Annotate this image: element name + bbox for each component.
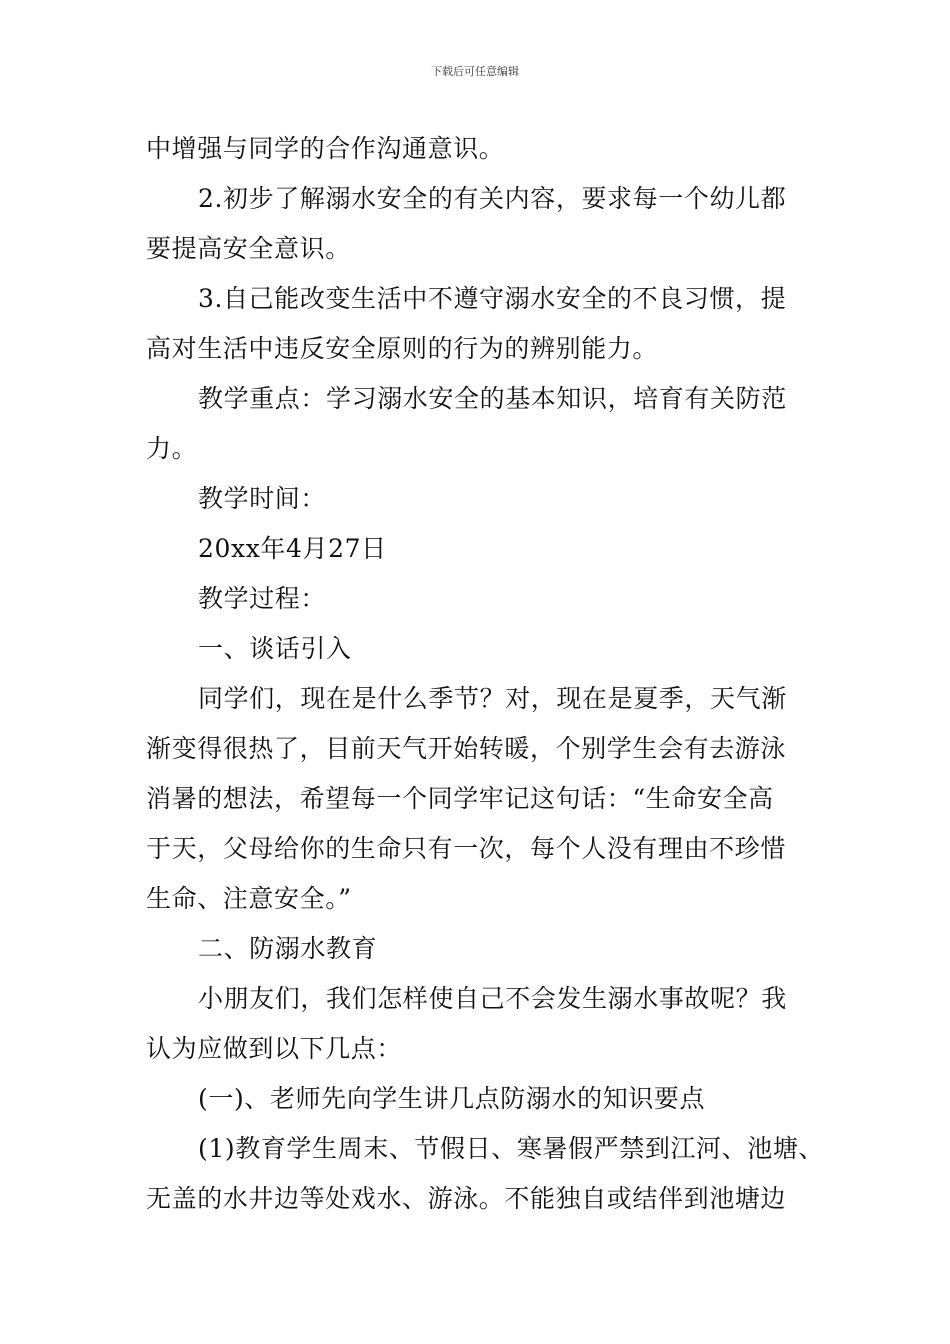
section-heading: 一、谈话引入 (198, 634, 352, 663)
text-line: 力。 (146, 434, 198, 463)
text-line: 无盖的水井边等处戏水、游泳。不能独自或结伴到池塘边 (146, 1184, 787, 1213)
page-header: 下载后可任意编辑 (431, 65, 519, 78)
text-line: (1)教育学生周末、节假日、寒暑假严禁到江河、池塘、 (198, 1134, 825, 1163)
text-line: 教学过程： (198, 584, 327, 613)
text-line: 生命、注意安全。” (146, 884, 352, 913)
text-line: 于天，父母给你的生命只有一次，每个人没有理由不珍惜 (146, 834, 787, 863)
text-line: 同学们，现在是什么季节？对，现在是夏季，天气渐 (198, 684, 787, 713)
text-line: 3.自己能改变生活中不遵守溺水安全的不良习惯，提 (198, 284, 787, 313)
text-line: 教学重点：学习溺水安全的基本知识，培育有关防范 (198, 384, 787, 413)
text-line: 教学时间： (198, 484, 327, 513)
text-line: 认为应做到以下几点： (146, 1034, 403, 1063)
text-line: 20xx年4月27日 (198, 534, 387, 563)
text-line: 高对生活中违反安全原则的行为的辨别能力。 (146, 334, 659, 363)
section-heading: 二、防溺水教育 (198, 934, 378, 963)
text-line: (一)、老师先向学生讲几点防溺水的知识要点 (198, 1084, 706, 1113)
text-line: 渐变得很热了，目前天气开始转暖，个别学生会有去游泳 (146, 734, 787, 763)
text-line: 小朋友们，我们怎样使自己不会发生溺水事故呢？我 (198, 984, 787, 1013)
document-body (146, 124, 825, 1224)
text-line: 消暑的想法，希望每一个同学牢记这句话：“生命安全高 (146, 784, 774, 813)
text-line: 要提高安全意识。 (146, 234, 351, 263)
text-line: 中增强与同学的合作沟通意识。 (146, 134, 505, 163)
text-line: 2.初步了解溺水安全的有关内容，要求每一个幼儿都 (198, 184, 787, 213)
